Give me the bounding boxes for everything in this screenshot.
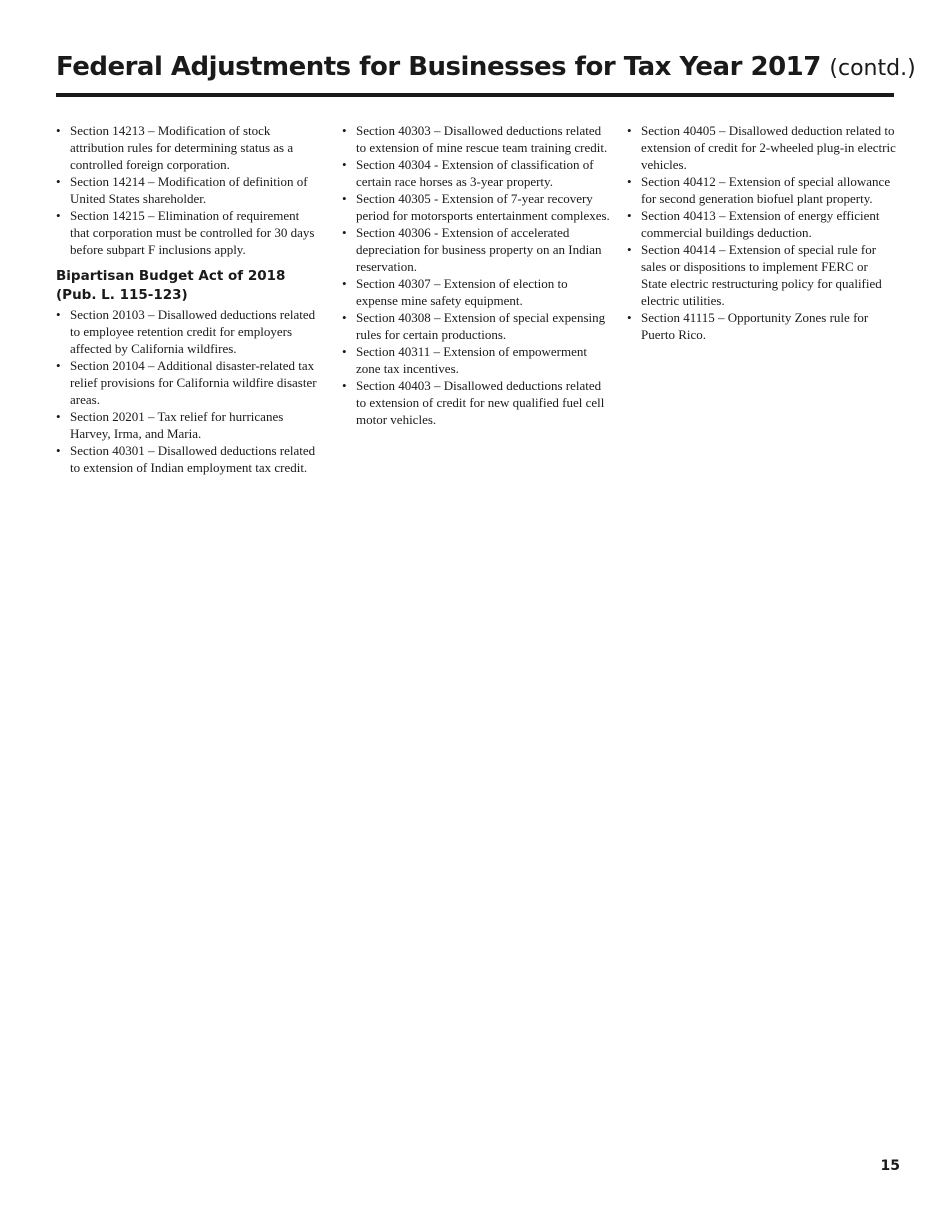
column-3 xyxy=(627,122,897,343)
page-title-text: Federal Adjustments for Businesses for Tax Year 2017 xyxy=(56,52,821,82)
list-item: • Section 40304 - Extension of classification of certain race horses as 3-year property. xyxy=(342,156,612,190)
list-item: • Section 40412 – Extension of special allowance for second generation biofuel plant property. xyxy=(627,173,897,207)
list-item: • Section 20201 – Tax relief for hurricanes Harvey, Irma, and Maria. xyxy=(56,408,318,442)
list-item: • Section 40301 – Disallowed deductions related to extension of Indian employment tax credit. xyxy=(56,442,318,476)
list-item: • Section 41115 – Opportunity Zones rule for Puerto Rico. xyxy=(627,309,897,343)
section-list-3 xyxy=(342,122,612,428)
list-item: • Section 40307 – Extension of election to expense mine safety equipment. xyxy=(342,275,612,309)
list-item: • Section 40303 – Disallowed deductions related to extension of mine rescue team training credit. xyxy=(342,122,612,156)
list-item: • Section 20104 – Additional disaster-related tax relief provisions for California wildfire disaster areas. xyxy=(56,357,318,408)
title-rule xyxy=(56,93,894,97)
list-item: • Section 40405 – Disallowed deduction related to extension of credit for 2-wheeled plug-in electric vehicles. xyxy=(627,122,897,173)
list-item: • Section 40308 – Extension of special expensing rules for certain productions. xyxy=(342,309,612,343)
list-item: • Section 40413 – Extension of energy efficient commercial buildings deduction. xyxy=(627,207,897,241)
list-item: • Section 40311 – Extension of empowerment zone tax incentives. xyxy=(342,343,612,377)
list-item: • Section 20103 – Disallowed deductions related to employee retention credit for employers affected by California wildfires. xyxy=(56,306,318,357)
list-item: • Section 14213 – Modification of stock attribution rules for determining status as a controlled foreign corporation. xyxy=(56,122,318,173)
list-item: • Section 40403 – Disallowed deductions related to extension of credit for new qualified fuel cell motor vehicles. xyxy=(342,377,612,428)
section-list-1 xyxy=(56,122,318,258)
bipartisan-budget-heading: Bipartisan Budget Act of 2018 (Pub. L. 115-123) xyxy=(56,268,286,303)
page-number: 15 xyxy=(880,1158,900,1174)
list-item: • Section 14215 – Elimination of requirement that corporation must be controlled for 30 days before subpart F inclusions apply. xyxy=(56,207,318,258)
section-list-4 xyxy=(627,122,897,343)
column-1 xyxy=(56,122,318,476)
column-2 xyxy=(342,122,612,428)
section-list-2 xyxy=(56,306,318,476)
page-title xyxy=(56,52,916,82)
list-item: • Section 40305 - Extension of 7-year recovery period for motorsports entertainment complexes. xyxy=(342,190,612,224)
title-contd: (contd.) xyxy=(829,56,916,81)
list-item: • Section 40306 - Extension of accelerated depreciation for business property on an Indian reservation. xyxy=(342,224,612,275)
list-item: • Section 40414 – Extension of special rule for sales or dispositions to implement FERC or State electric restructuring policy for qualified electric utilities. xyxy=(627,241,897,309)
list-item: • Section 14214 – Modification of definition of United States shareholder. xyxy=(56,173,318,207)
